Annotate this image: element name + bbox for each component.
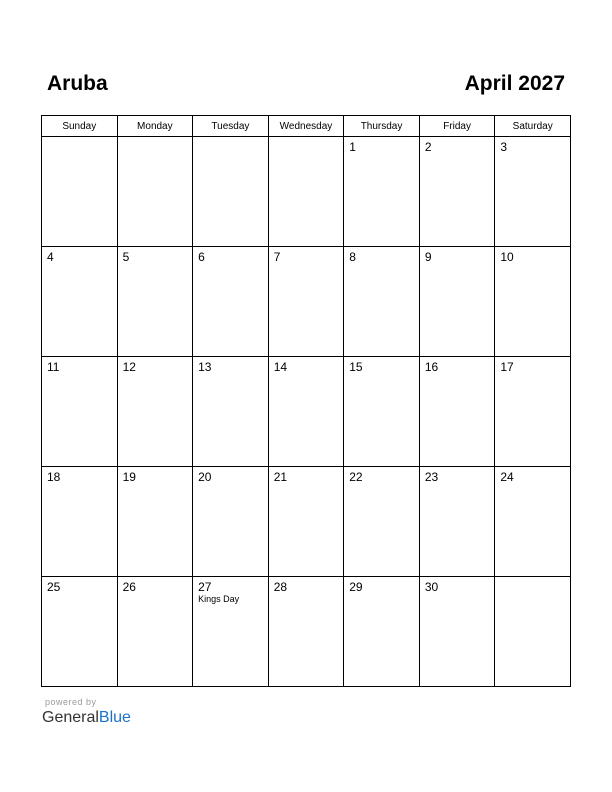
week-row	[42, 137, 571, 247]
day-cell	[193, 247, 269, 357]
day-cell	[344, 137, 420, 247]
day-number: 28	[273, 580, 288, 594]
day-number	[193, 137, 268, 140]
day-cell	[268, 467, 344, 577]
region-title: Aruba	[47, 72, 108, 95]
day-cell	[344, 467, 420, 577]
brand-text-blue: Blue	[98, 709, 131, 726]
day-number: 5	[122, 250, 130, 264]
day-number: 29	[349, 580, 363, 594]
day-number: 26	[122, 580, 136, 594]
day-cell	[419, 577, 495, 687]
day-cell	[495, 247, 571, 357]
weekday-header: Saturday	[495, 116, 571, 137]
calendar-grid	[41, 115, 571, 687]
day-cell	[193, 577, 269, 687]
day-number: 12	[122, 360, 136, 374]
holiday-label: Kings Day	[198, 594, 240, 604]
day-number: 11	[47, 360, 60, 374]
day-cell	[495, 357, 571, 467]
weekday-header-row	[42, 116, 571, 137]
day-cell	[268, 137, 344, 247]
brand-text-general: General	[42, 709, 99, 726]
day-number: 4	[47, 250, 54, 264]
day-number	[42, 137, 117, 140]
day-number: 17	[500, 360, 514, 374]
weekday-header: Friday	[419, 116, 495, 137]
day-number: 3	[500, 140, 508, 154]
day-cell	[42, 247, 118, 357]
powered-by-label: powered by	[45, 697, 97, 707]
weekday-header: Sunday	[42, 116, 118, 137]
day-cell	[117, 137, 193, 247]
day-cell	[42, 137, 118, 247]
day-number	[269, 137, 344, 140]
day-number: 16	[424, 360, 439, 374]
day-cell	[117, 247, 193, 357]
day-number: 15	[349, 360, 363, 374]
day-cell	[344, 357, 420, 467]
day-number: 23	[424, 470, 439, 484]
day-cell	[419, 247, 495, 357]
day-cell	[117, 577, 193, 687]
day-number: 19	[122, 470, 136, 484]
day-number: 25	[47, 580, 61, 594]
day-cell	[117, 467, 193, 577]
weekday-header: Wednesday	[268, 116, 344, 137]
day-cell	[495, 467, 571, 577]
day-number	[495, 577, 570, 580]
day-cell	[117, 357, 193, 467]
day-cell	[495, 137, 571, 247]
day-number	[118, 137, 193, 140]
day-cell	[344, 577, 420, 687]
week-row	[42, 247, 571, 357]
week-row	[42, 357, 571, 467]
day-number: 14	[273, 360, 288, 374]
weekday-header: Tuesday	[193, 116, 269, 137]
generalblue-logo[interactable]	[42, 708, 131, 728]
day-number: 30	[424, 580, 439, 594]
day-cell	[193, 467, 269, 577]
day-number: 2	[424, 140, 432, 154]
weekday-header: Thursday	[344, 116, 420, 137]
month-year-title: April 2027	[464, 72, 565, 95]
day-number: 7	[273, 250, 281, 264]
week-row	[42, 467, 571, 577]
day-cell	[42, 357, 118, 467]
day-cell	[419, 357, 495, 467]
day-number: 20	[198, 470, 212, 484]
day-cell	[344, 247, 420, 357]
day-cell	[42, 577, 118, 687]
day-number: 9	[424, 250, 432, 264]
day-number: 18	[47, 470, 61, 484]
day-number: 13	[198, 360, 212, 374]
day-cell	[419, 137, 495, 247]
day-number: 8	[349, 250, 356, 264]
weekday-header: Monday	[117, 116, 193, 137]
day-number: 21	[273, 470, 288, 484]
day-cell	[193, 357, 269, 467]
day-cell	[42, 467, 118, 577]
day-cell	[419, 467, 495, 577]
day-number: 24	[500, 470, 514, 484]
day-number: 1	[349, 140, 356, 154]
day-number: 27	[198, 580, 212, 594]
day-number: 10	[500, 250, 514, 264]
day-cell	[268, 577, 344, 687]
day-cell	[193, 137, 269, 247]
day-number: 6	[198, 250, 205, 264]
day-cell	[495, 577, 571, 687]
day-cell	[268, 247, 344, 357]
day-cell	[268, 357, 344, 467]
week-row	[42, 577, 571, 687]
day-number: 22	[349, 470, 363, 484]
footer-branding	[42, 697, 131, 728]
